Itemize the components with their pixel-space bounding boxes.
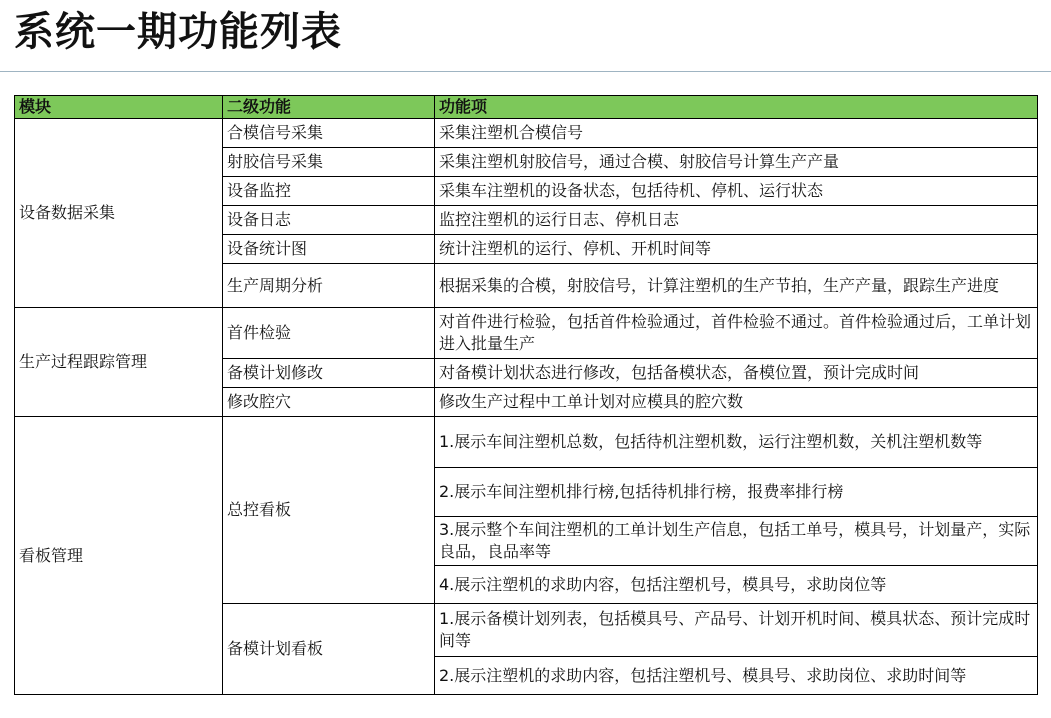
function-item-cell: 1.展示备模计划列表，包括模具号、产品号、计划开机时间、模具状态、预计完成时间等	[435, 604, 1038, 657]
sub-function-cell: 设备监控	[223, 177, 435, 206]
sub-function-cell: 备模计划看板	[223, 604, 435, 695]
sub-function-cell: 修改腔穴	[223, 388, 435, 417]
header-function-item: 功能项	[435, 96, 1038, 119]
sub-function-cell: 射胶信号采集	[223, 148, 435, 177]
function-item-cell: 采集车注塑机的设备状态，包括待机、停机、运行状态	[435, 177, 1038, 206]
function-item-cell: 采集注塑机射胶信号，通过合模、射胶信号计算生产产量	[435, 148, 1038, 177]
function-item-cell: 2.展示注塑机的求助内容，包括注塑机号、模具号、求助岗位、求助时间等	[435, 657, 1038, 695]
table-row	[15, 417, 1038, 468]
module-cell: 生产过程跟踪管理	[15, 308, 223, 417]
title-divider	[0, 71, 1051, 72]
function-item-cell: 修改生产过程中工单计划对应模具的腔穴数	[435, 388, 1038, 417]
table-row	[15, 119, 1038, 148]
table-header-row	[15, 96, 1038, 119]
sub-function-cell: 合模信号采集	[223, 119, 435, 148]
feature-table	[14, 95, 1038, 695]
function-item-cell: 4.展示注塑机的求助内容，包括注塑机号，模具号，求助岗位等	[435, 566, 1038, 604]
sub-function-cell: 生产周期分析	[223, 264, 435, 308]
function-item-cell: 2.展示车间注塑机排行榜,包括待机排行榜，报费率排行榜	[435, 468, 1038, 517]
sub-function-cell: 总控看板	[223, 417, 435, 604]
header-module: 模块	[15, 96, 223, 119]
function-item-cell: 对首件进行检验，包括首件检验通过，首件检验不通过。首件检验通过后，工单计划进入批量生产	[435, 308, 1038, 359]
function-item-cell: 1.展示车间注塑机总数，包括待机注塑机数，运行注塑机数，关机注塑机数等	[435, 417, 1038, 468]
function-item-cell: 3.展示整个车间注塑机的工单计划生产信息，包括工单号，模具号，计划量产，实际良品，良品率等	[435, 517, 1038, 566]
page-title: 系统一期功能列表	[14, 9, 342, 55]
module-cell: 设备数据采集	[15, 119, 223, 308]
sub-function-cell: 首件检验	[223, 308, 435, 359]
table-row	[15, 308, 1038, 359]
function-item-cell: 统计注塑机的运行、停机、开机时间等	[435, 235, 1038, 264]
sub-function-cell: 备模计划修改	[223, 359, 435, 388]
module-cell: 看板管理	[15, 417, 223, 695]
sub-function-cell: 设备日志	[223, 206, 435, 235]
function-item-cell: 对备模计划状态进行修改，包括备模状态，备模位置，预计完成时间	[435, 359, 1038, 388]
header-sub-function: 二级功能	[223, 96, 435, 119]
function-item-cell: 监控注塑机的运行日志、停机日志	[435, 206, 1038, 235]
function-item-cell: 根据采集的合模，射胶信号，计算注塑机的生产节拍，生产产量，跟踪生产进度	[435, 264, 1038, 308]
sub-function-cell: 设备统计图	[223, 235, 435, 264]
function-item-cell: 采集注塑机合模信号	[435, 119, 1038, 148]
